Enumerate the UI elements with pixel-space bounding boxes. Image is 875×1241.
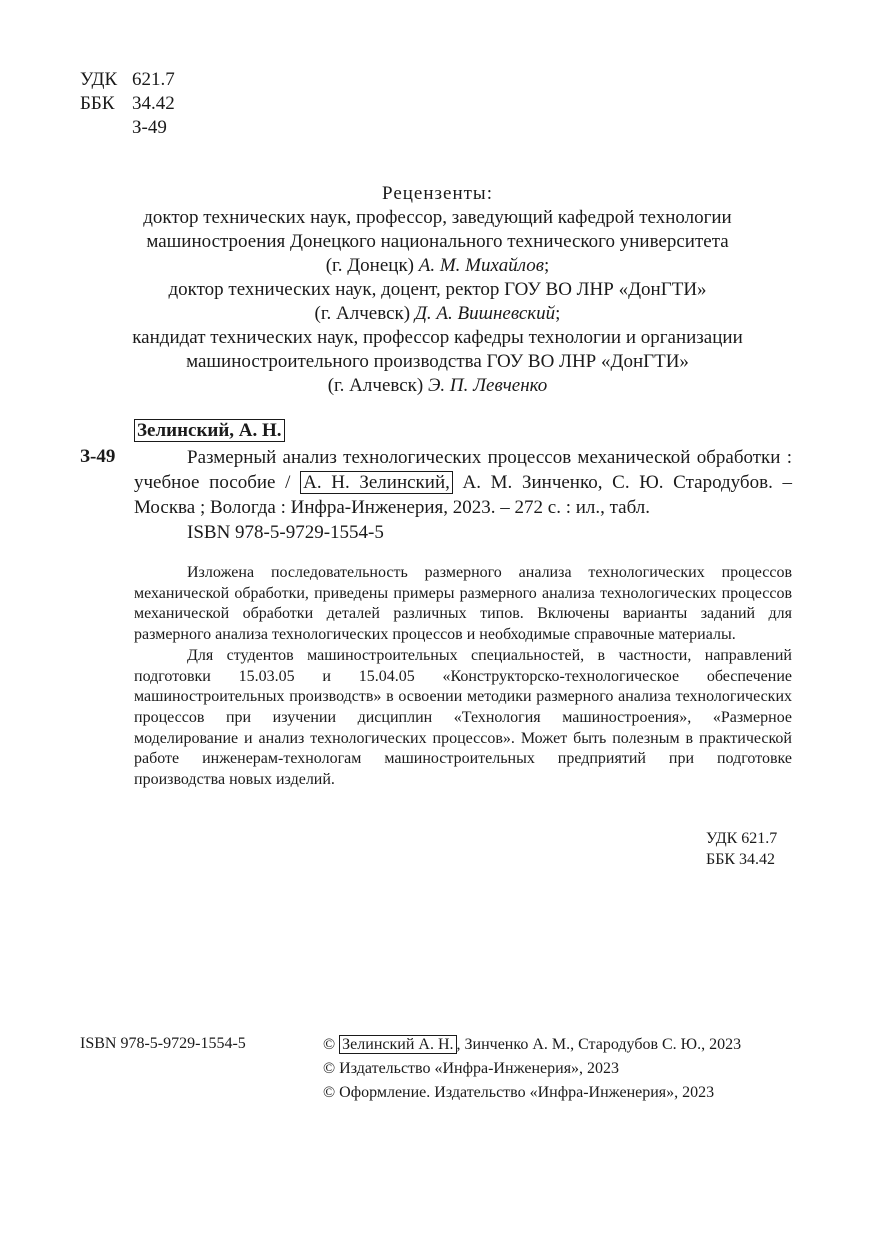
reviewer-line [90, 302, 785, 326]
reviewer-punct: ; [555, 303, 561, 324]
author-mark-label [80, 116, 132, 140]
copyright-block [323, 1033, 741, 1105]
footer-isbn: ISBN 978-5-9729-1554-5 [80, 1035, 246, 1052]
reviewer-line [90, 230, 785, 254]
reviewer-text: кандидат технических наук, профессор кафедры технологии и организации [132, 327, 743, 348]
copyright-authors-rest: , Зинченко А. М., Стародубов С. Ю., 2023 [456, 1036, 742, 1053]
reviewer-text: доктор технических наук, профессор, заведующий кафедрой технологии [143, 207, 732, 228]
reviewer-text: (г. Алчевск) [327, 375, 428, 396]
reviewer-line [90, 326, 785, 350]
reviewer-line [90, 278, 785, 302]
reviewers-block [90, 182, 785, 398]
title-part: Размерный анализ технологических процессов механической обработки : учебное пособие / [134, 447, 792, 493]
copyright-symbol: © [323, 1036, 336, 1053]
bibliographic-description [134, 445, 792, 520]
reviewer-punct: ; [543, 255, 550, 276]
author-heading-box: Зелинский, А. Н. [134, 419, 285, 442]
footer-bbk: ББК 34.42 [706, 851, 776, 868]
annotation [134, 563, 792, 791]
reviewers-heading: Рецензенты: [382, 183, 493, 204]
reviewer-name: Э. П. Левченко [427, 375, 548, 396]
footer-classification-codes [706, 828, 777, 870]
reviewer-name: Д. А. Вишневский [414, 303, 556, 324]
reviewer-line [90, 254, 785, 278]
boxed-author: А. Н. Зелинский, [300, 471, 453, 494]
reviewer-name: А. М. Михайлов [418, 255, 544, 276]
bbk-label: ББК [80, 93, 115, 114]
bbk-row [80, 92, 175, 116]
footer-udc: УДК 621.7 [706, 830, 778, 847]
annotation-paragraph: Для студентов машиностроительных специальностей, в частности, направлений подготовки 15.03.05 и 15.04.05 «Конструкторско-технологическое обеспечение машиностроительных производств» в освоении методики размерного анализа технологических процессов при изучении дисциплин «Технология машиностроения», «Размерное моделирование и анализ технологических процессов». Может быть полезным в практической работе инженерам-технологам машиностроительных предприятий при подготовке производства новых изделий. [134, 646, 792, 789]
annotation-paragraph: Изложена последовательность размерного анализа технологических процессов механической обработки, приведены примеры размерного анализа технологических процессов механической обработки деталей различных типов. Включены варианты заданий для размерного анализа технологических процессов и необходимые справочные материалы. [134, 564, 792, 644]
udc-value: 621.7 [132, 69, 175, 90]
reviewer-line [90, 350, 785, 374]
udc-label: УДК [80, 69, 118, 90]
reviewer-text: машиностроения Донецкого национального технического университета [146, 231, 729, 252]
author-mark-row [80, 116, 175, 140]
bibliographic-record [134, 445, 792, 545]
bbk-value: 34.42 [132, 93, 175, 114]
copyright-line: © Издательство «Инфра-Инженерия», 2023 [323, 1060, 620, 1077]
record-rest: А. М. Зинченко, С. Ю. Стародубов. – Москва ; Вологда : Инфра-Инженерия, 2023. – 272 с. : ил., табл. [134, 472, 792, 518]
author-mark-value: З-49 [132, 117, 167, 138]
record-isbn: ISBN 978-5-9729-1554-5 [187, 522, 384, 543]
copyright-boxed-author: Зелинский А. Н. [339, 1035, 456, 1054]
copyright-line: © Оформление. Издательство «Инфра-Инженерия», 2023 [323, 1084, 715, 1101]
reviewer-text: (г. Алчевск) [314, 303, 415, 324]
udc-row [80, 68, 175, 92]
reviewer-text: (г. Донецк) [325, 255, 419, 276]
classification-codes [80, 68, 175, 140]
reviewer-line [90, 206, 785, 230]
catalog-author-heading [134, 419, 285, 443]
catalog-author-code: З-49 [80, 446, 116, 467]
reviewer-line [90, 374, 785, 398]
copyright-line [323, 1033, 741, 1057]
reviewer-text: машиностроительного производства ГОУ ВО ЛНР «ДонГТИ» [186, 351, 689, 372]
reviewer-text: доктор технических наук, доцент, ректор ГОУ ВО ЛНР «ДонГТИ» [168, 279, 707, 300]
